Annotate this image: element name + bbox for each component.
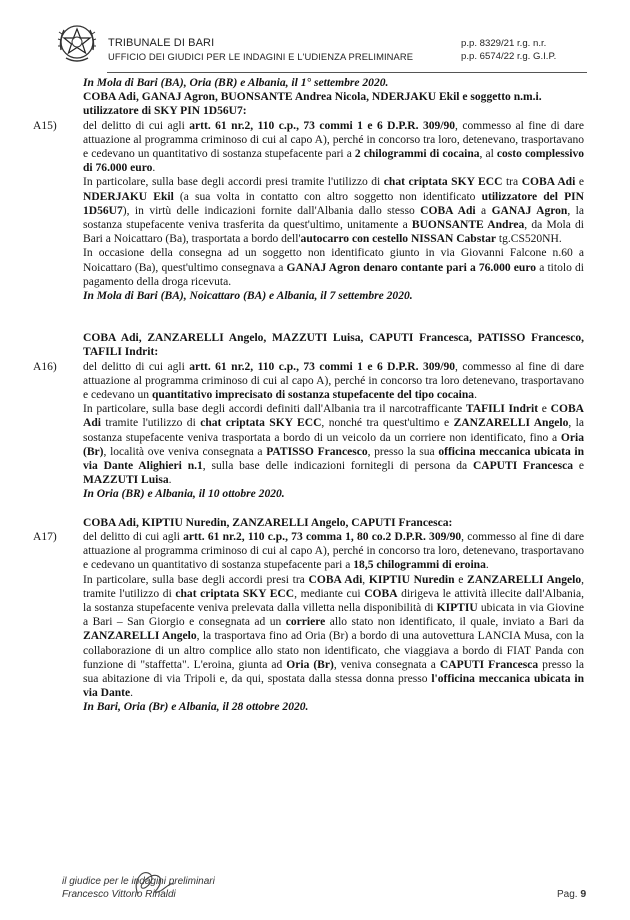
page-number xyxy=(557,888,586,900)
place-date-line: In Bari, Oria (Br) e Albania, il 28 ottobre 2020. xyxy=(83,701,309,714)
charge-paragraph: In particolare, sulla base degli accordi presi tra COBA Adi, KIPTIU Nuredin e ZANZARELLI Angelo, tramite l'utilizzo di chat criptata SKY ECC, mediante cui COBA dirigeva le attività illecite dall'Albania, la sostanza stupefacente veniva prelevata dalla villetta nella disponibilità di KIPTIU ubicata in via Giovine a Bari – San Giorgio e consegnata ad un corriere allo stato non identificato, il quale, inviato a Bari da ZANZARELLI Angelo, la trasportava fino ad Oria (Br) a bordo di una autovettura LANCIA Musa, con la collaborazione di un altro complice allo stato non identificato, che viaggiava a bordo di FIAT Panda con funzione di "staffetta". L'eroina, giunta ad Oria (Br), veniva consegnata a CAPUTI Francesca presso la sua abitazione di via Tripoli e, da qui, spostata dalla stessa donna presso l'officina meccanica ubicata in via Dante. xyxy=(83,573,585,700)
page-number-value: 9 xyxy=(580,888,587,900)
charge-label: A16) xyxy=(33,360,57,373)
case-ref-gip: p.p. 6574/22 r.g. G.I.P. xyxy=(461,51,557,62)
header-divider xyxy=(107,72,587,73)
charge-paragraph: del delitto di cui agli artt. 61 nr.2, 110 c.p., 73 comma 1, 80 co.2 D.P.R. 309/90, commesso al fine di dare attuazione al programma criminoso di cui al capo A), perché in concorso tra loro, detenevano, trasportavano e cedevano un quantitativo di sostanza stupefacente pari a 18,5 chilogrammi di eroina. xyxy=(83,530,585,572)
document-body xyxy=(0,76,630,715)
place-date-line: In Oria (BR) e Albania, il 10 ottobre 2020. xyxy=(83,488,285,501)
handwritten-signature-icon xyxy=(124,864,184,904)
court-heading xyxy=(108,37,413,63)
court-name: TRIBUNALE DI BARI xyxy=(108,37,215,49)
page-label: Pag. xyxy=(557,889,578,900)
charge-paragraph: del delitto di cui agli artt. 61 nr.2, 110 c.p., 73 commi 1 e 6 D.P.R. 309/90, commesso al fine di dare attuazione al programma criminoso di cui al capo A), perché in concorso tra loro, detenevano, trasportavano e cedevano un quantitativo di sostanza stupefacente pari a 2 chilogrammi di cocaina, al costo complessivo di 76.000 euro. xyxy=(83,119,585,175)
case-references xyxy=(461,37,556,63)
charge-label: A15) xyxy=(33,119,57,132)
charge-paragraph: In particolare, sulla base degli accordi presi tramite l'utilizzo di chat criptata SKY ECC tra COBA Adi e NDERJAKU Ekil (a sua volta in contatto con altro soggetto non identificato utilizzatore del PIN 1D56U7), in virtù delle indicazioni fornite dall'Albania dallo stesso COBA Adi a GANAJ Agron, la sostanza stupefacente veniva trasferita da quest'ultimo, unitamente a BUONSANTE Andrea, da Mola di Bari a Noicattaro (Ba), trasportata a bordo dell'autocarro con cestello NISSAN Cabstar tg.CS520NH. xyxy=(83,176,585,246)
charge-a17 xyxy=(33,530,585,715)
charge-label: A17) xyxy=(33,530,57,543)
case-ref-nr: p.p. 8329/21 r.g. n.r. xyxy=(461,38,547,49)
judge-title: il giudice per le indagini preliminari xyxy=(62,876,215,887)
judge-name: Francesco Vittorio Rinaldi xyxy=(62,889,176,900)
place-date-line: In Mola di Bari (BA), Oria (BR) e Albania, il 1° settembre 2020. xyxy=(83,77,389,89)
charge-paragraph: In occasione della consegna ad un soggetto non identificato giunto in via Giovanni Falcone n.60 a Noicattaro (Ba), quest'ultimo consegnava a GANAJ Agron denaro contante pari a 76.000 euro a titolo di pagamento della droga ricevuta. xyxy=(83,247,584,288)
charge-a15 xyxy=(33,119,585,304)
charge-paragraph: del delitto di cui agli artt. 61 nr.2, 110 c.p., 73 commi 1 e 6 D.P.R. 309/90, commesso al fine di dare attuazione al programma criminoso di cui al capo A), perché in concorso tra loro detenevano, trasportavano e cedevano un quantitativo imprecisato di sostanza stupefacente del tipo cocaina. xyxy=(83,360,585,402)
defendants-heading: COBA Adi, ZANZARELLI Angelo, MAZZUTI Luisa, CAPUTI Francesca, PATISSO Francesco, TAFILI Indrit: xyxy=(83,332,584,359)
court-office: UFFICIO DEI GIUDICI PER LE INDAGINI E L'UDIENZA PRELIMINARE xyxy=(108,51,414,62)
defendants-heading: COBA Adi, GANAJ Agron, BUONSANTE Andrea Nicola, NDERJAKU Ekil e soggetto n.m.i. utilizzatore di SKY PIN 1D56U7: xyxy=(83,91,542,118)
defendants-heading: COBA Adi, KIPTIU Nuredin, ZANZARELLI Angelo, CAPUTI Francesca: xyxy=(83,516,453,529)
charge-paragraph: In particolare, sulla base degli accordi definiti dall'Albania tra il narcotrafficante TAFILI Indrit e COBA Adi tramite l'utilizzo di chat criptata SKY ECC, nonché tra quest'ultimo e ZANZARELLI Angelo, la sostanza stupefacente veniva trasportata a bordo di un veicolo da un corriere non identificato, fino a Oria (Br), località ove veniva consegnata a PATISSO Francesco, presso la sua officina meccanica ubicata in via Dante Alighieri n.1, sulla base delle indicazioni fornitegli di persona da CAPUTI Francesca e MAZZUTI Luisa. xyxy=(83,403,585,487)
charge-a16 xyxy=(33,360,585,502)
republic-emblem-icon xyxy=(56,20,98,64)
document-header xyxy=(0,0,630,74)
document-footer xyxy=(0,868,630,920)
place-date-line: In Mola di Bari (BA), Noicattaro (BA) e Albania, il 7 settembre 2020. xyxy=(83,290,413,303)
